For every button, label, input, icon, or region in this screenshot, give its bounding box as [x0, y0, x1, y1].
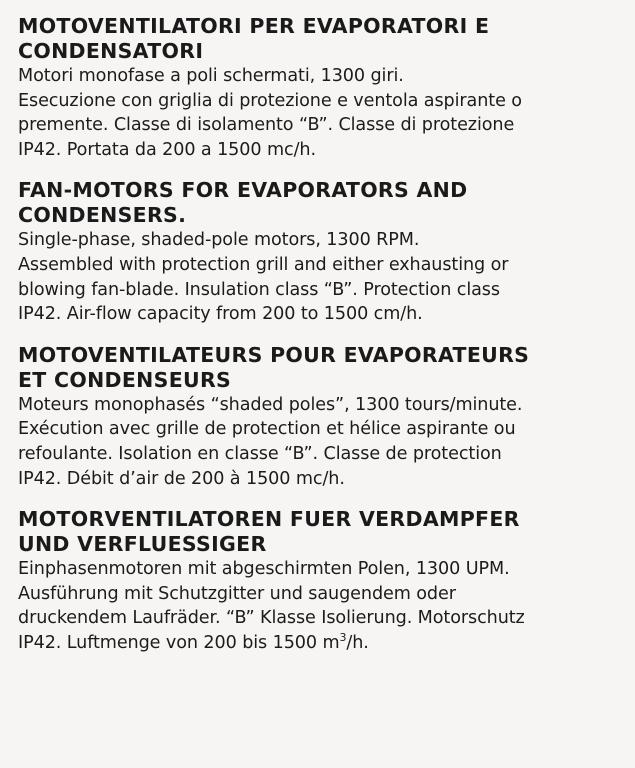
- heading-line: FAN-MOTORS FOR EVAPORATORS AND: [18, 178, 468, 203]
- body-line-prefix: IP42. Luftmenge von 200 bis 1500 m: [18, 632, 340, 653]
- body-line: Ausführung mit Schutzgitter und saugendem oder: [18, 583, 456, 604]
- heading-line: UND VERFLUESSIGER: [18, 532, 267, 557]
- body-line: premente. Classe di isolamento “B”. Classe di protezione: [18, 115, 515, 136]
- body-line: Single-phase, shaded-pole motors, 1300 RPM.: [18, 230, 420, 251]
- heading-line: CONDENSERS.: [18, 203, 187, 228]
- body-line: IP42. Air-flow capacity from 200 to 1500 cm/h.: [18, 304, 423, 325]
- section-english: [18, 178, 617, 326]
- body-line: Esecuzione con griglia di protezione e ventola aspirante o: [18, 90, 522, 111]
- section-heading: [18, 507, 617, 557]
- heading-line: MOTORVENTILATOREN FUER VERDAMPFER: [18, 507, 520, 532]
- body-line-last: [18, 631, 617, 656]
- body-line: Motori monofase a poli schermati, 1300 giri.: [18, 66, 404, 86]
- superscript: 3: [339, 631, 347, 645]
- section-german: [18, 507, 617, 655]
- body-line: Einphasenmotoren mit abgeschirmten Polen, 1300 UPM.: [18, 559, 510, 580]
- section-french: [18, 343, 617, 491]
- section-heading: [18, 14, 617, 64]
- section-heading: [18, 343, 617, 393]
- heading-line: CONDENSATORI: [18, 39, 204, 63]
- section-heading: [18, 178, 617, 228]
- body-line: blowing fan-blade. Insulation class “B”. Protection class: [18, 279, 500, 300]
- body-line: IP42. Débit d’air de 200 à 1500 mc/h.: [18, 468, 345, 489]
- body-line: Exécution avec grille de protection et hélice aspirante ou: [18, 419, 516, 440]
- body-line: refoulante. Isolation en classe “B”. Classe de protection: [18, 443, 502, 464]
- body-line: druckendem Laufräder. “B” Klasse Isolierung. Motorschutz: [18, 608, 525, 629]
- body-line: Moteurs monophasés “shaded poles”, 1300 tours/minute.: [18, 394, 523, 415]
- heading-line: MOTOVENTILATORI PER EVAPORATORI E: [18, 14, 490, 38]
- body-line-suffix: /h.: [346, 632, 369, 653]
- body-line: Assembled with protection grill and either exhausting or: [18, 254, 509, 275]
- body-line: IP42. Portata da 200 a 1500 mc/h.: [18, 139, 316, 160]
- heading-line: ET CONDENSEURS: [18, 367, 232, 392]
- section-italian: [18, 14, 617, 162]
- heading-line: MOTOVENTILATEURS POUR EVAPORATEURS: [18, 342, 530, 367]
